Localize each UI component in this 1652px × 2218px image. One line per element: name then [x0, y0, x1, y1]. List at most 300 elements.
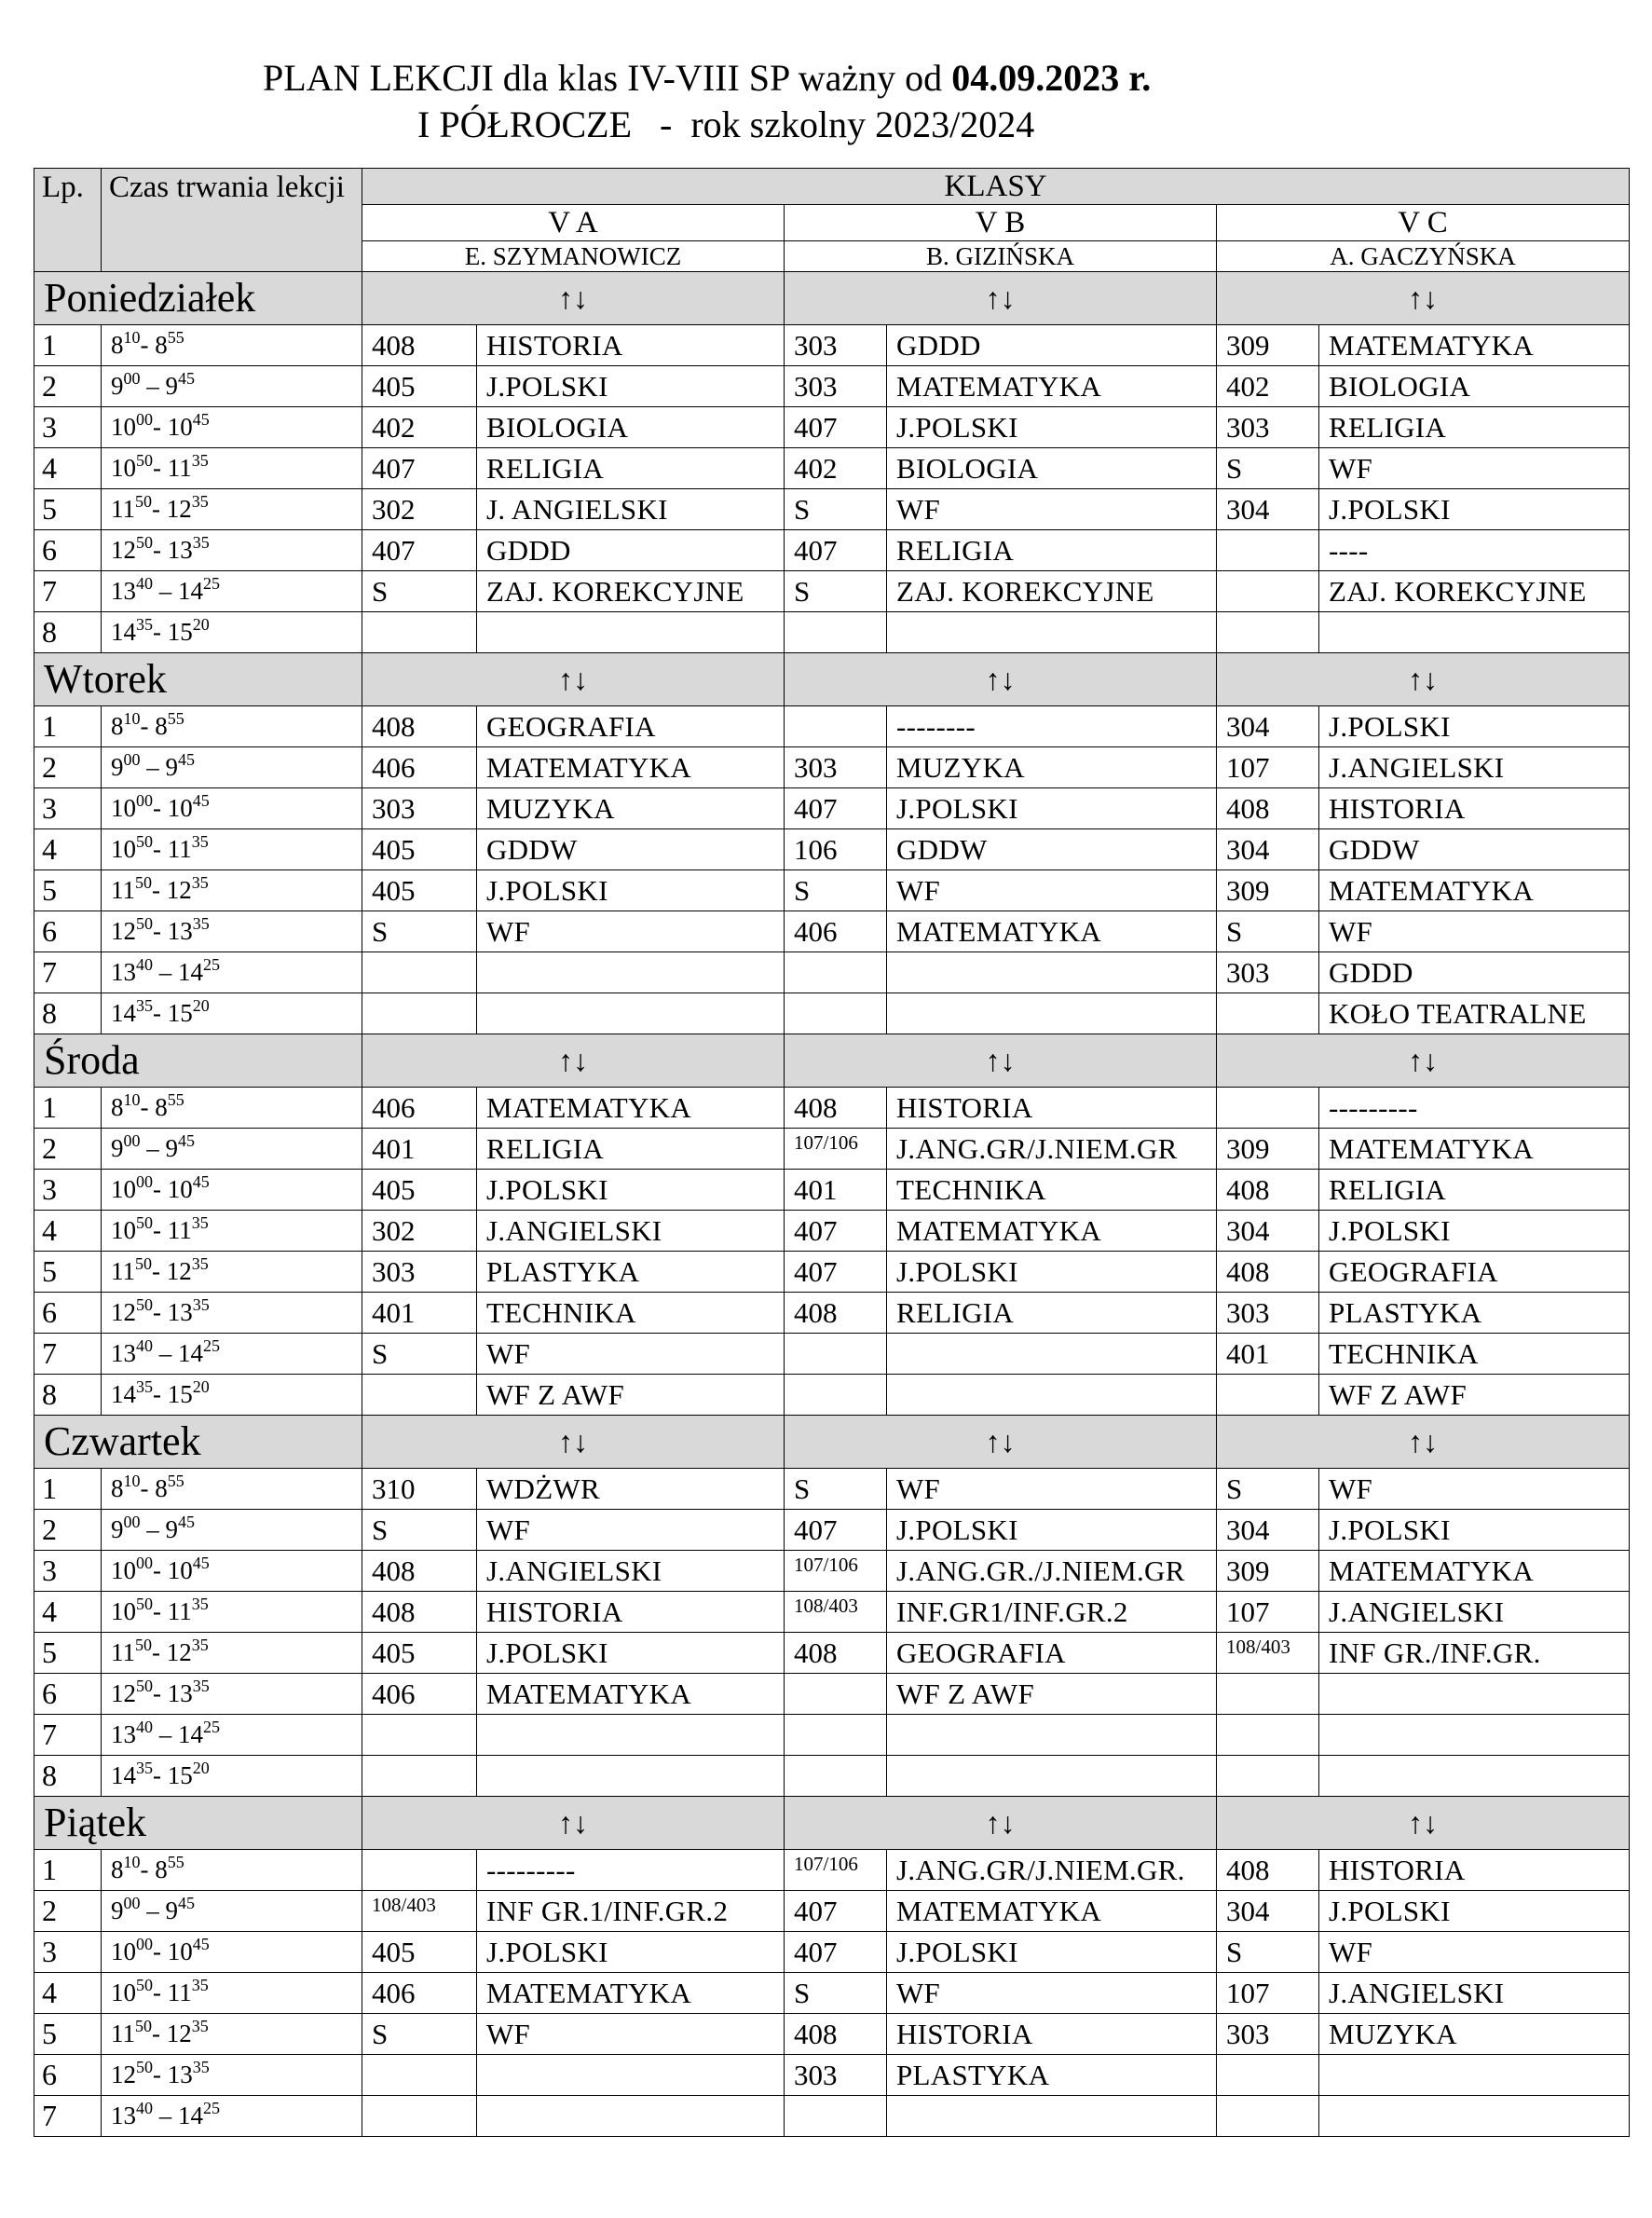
time-end-hour: - 12	[152, 1638, 192, 1666]
room-cell	[362, 993, 477, 1034]
time-end-hour: - 11	[153, 1978, 192, 2006]
time-start-hour: 9	[111, 1896, 124, 1924]
subject-cell: J.POLSKI	[477, 1633, 785, 1674]
lesson-row	[34, 1891, 1630, 1932]
time-start-minute: 50	[135, 873, 152, 892]
room-cell: S	[1217, 1932, 1319, 1973]
subject-cell: ----	[1319, 530, 1630, 571]
subject-cell: WF	[477, 1510, 785, 1551]
subject-cell: J.POLSKI	[887, 788, 1217, 829]
room-cell: 304	[1217, 489, 1319, 530]
lesson-number: 1	[34, 325, 102, 366]
lesson-row	[34, 1088, 1630, 1129]
subject-cell: J.POLSKI	[887, 1932, 1217, 1973]
room-cell: 106	[785, 829, 887, 870]
teacher-vb: B. GIZIŃSKA	[785, 241, 1217, 272]
timetable	[34, 168, 1630, 2137]
time-end-minute: 45	[178, 1894, 195, 1912]
time-start-minute: 10	[123, 1472, 141, 1490]
time-start-hour: 13	[111, 1720, 136, 1748]
lesson-time	[102, 993, 362, 1034]
lesson-time	[102, 1170, 362, 1211]
room-cell: 401	[1217, 1334, 1319, 1375]
lesson-time	[102, 407, 362, 448]
swap-arrows-icon: ↑↓	[785, 653, 1217, 706]
subject-cell: HISTORIA	[887, 1088, 1217, 1129]
subject-cell: BIOLOGIA	[477, 407, 785, 448]
day-name: Wtorek	[34, 653, 362, 706]
lesson-row	[34, 489, 1630, 530]
room-cell: 406	[362, 1674, 477, 1715]
subject-cell: J. ANGIELSKI	[477, 489, 785, 530]
time-end-minute: 20	[192, 1759, 210, 1777]
time-end-minute: 35	[191, 2017, 209, 2035]
subject-cell: WF Z AWF	[1319, 1375, 1630, 1416]
lesson-time	[102, 747, 362, 788]
swap-arrows-icon: ↑↓	[785, 1416, 1217, 1469]
subject-cell: GDDD	[1319, 952, 1630, 993]
time-end-minute: 35	[192, 1295, 210, 1314]
time-end-minute: 55	[167, 1853, 184, 1871]
lesson-number: 6	[34, 1674, 102, 1715]
lesson-number: 5	[34, 1633, 102, 1674]
subject-cell: J.ANGIELSKI	[1319, 1592, 1630, 1633]
time-start-minute: 10	[123, 1090, 141, 1109]
subject-cell	[887, 1715, 1217, 1756]
subject-cell: J.ANG.GR./J.NIEM.GR	[887, 1551, 1217, 1592]
time-start-minute: 40	[136, 955, 153, 974]
day-header-row	[34, 272, 1630, 325]
subject-cell: INF GR./INF.GR.	[1319, 1633, 1630, 1674]
subject-cell: J.POLSKI	[1319, 1510, 1630, 1551]
time-start-hour: 8	[111, 712, 124, 740]
time-end-hour: - 11	[153, 1597, 192, 1625]
room-cell: 408	[362, 706, 477, 747]
subject-cell	[887, 952, 1217, 993]
subject-cell: KOŁO TEATRALNE	[1319, 993, 1630, 1034]
room-cell: 309	[1217, 325, 1319, 366]
subject-cell: WF	[1319, 448, 1630, 489]
room-cell: 407	[785, 788, 887, 829]
lesson-row	[34, 1592, 1630, 1633]
room-cell: 107	[1217, 747, 1319, 788]
lesson-number: 4	[34, 1211, 102, 1252]
swap-arrows-icon: ↑↓	[785, 272, 1217, 325]
time-start-hour: 11	[111, 876, 135, 904]
lesson-row	[34, 2096, 1630, 2137]
time-start-hour: 14	[111, 1761, 136, 1789]
time-end-hour: - 8	[140, 1474, 168, 1502]
lesson-number: 8	[34, 612, 102, 653]
lesson-row	[34, 448, 1630, 489]
time-end-minute: 45	[178, 1513, 195, 1531]
lesson-time	[102, 1469, 362, 1510]
header-row-klasy	[34, 169, 1630, 205]
time-start-minute: 00	[136, 1554, 153, 1572]
lesson-number: 8	[34, 1375, 102, 1416]
lesson-number: 5	[34, 2014, 102, 2055]
time-end-minute: 25	[203, 1718, 220, 1736]
time-end-hour: – 9	[140, 372, 178, 400]
lesson-number: 7	[34, 952, 102, 993]
room-cell: S	[1217, 1469, 1319, 1510]
room-cell: 408	[362, 1551, 477, 1592]
time-end-minute: 45	[192, 410, 210, 429]
lesson-time	[102, 1211, 362, 1252]
subject-cell: MATEMATYKA	[887, 1891, 1217, 1932]
lesson-number: 2	[34, 1891, 102, 1932]
time-end-minute: 35	[191, 451, 209, 470]
room-cell: 405	[362, 829, 477, 870]
swap-arrows-icon: ↑↓	[362, 1797, 785, 1850]
subject-cell: WF	[887, 489, 1217, 530]
subject-cell: WF	[477, 911, 785, 952]
time-end-minute: 55	[167, 709, 184, 728]
subject-cell	[887, 1375, 1217, 1416]
subject-cell: GDDW	[887, 829, 1217, 870]
lesson-number: 7	[34, 2096, 102, 2137]
subject-cell	[477, 2096, 785, 2137]
time-end-hour: - 12	[152, 1257, 192, 1285]
subject-cell: ---------	[477, 1850, 785, 1891]
time-end-minute: 25	[203, 2099, 220, 2117]
room-cell: 302	[362, 1211, 477, 1252]
day-name: Środa	[34, 1034, 362, 1088]
swap-arrows-icon: ↑↓	[1217, 653, 1630, 706]
room-cell: 304	[1217, 829, 1319, 870]
time-start-hour: 11	[111, 1638, 135, 1666]
room-cell: 408	[785, 1633, 887, 1674]
subject-cell: WF	[887, 1973, 1217, 2014]
subject-cell: BIOLOGIA	[1319, 366, 1630, 407]
subject-cell: TECHNIKA	[1319, 1334, 1630, 1375]
subject-cell: MATEMATYKA	[477, 747, 785, 788]
subject-cell: HISTORIA	[1319, 788, 1630, 829]
room-cell: 401	[785, 1170, 887, 1211]
time-start-hour: 14	[111, 999, 136, 1027]
time-end-hour: - 15	[153, 618, 193, 646]
lesson-time	[102, 829, 362, 870]
lesson-number: 1	[34, 1469, 102, 1510]
time-end-hour: - 8	[140, 331, 168, 359]
time-end-minute: 45	[192, 1554, 210, 1572]
room-cell: 303	[785, 2055, 887, 2096]
subject-cell: HISTORIA	[1319, 1850, 1630, 1891]
room-cell	[785, 952, 887, 993]
subject-cell: PLASTYKA	[1319, 1293, 1630, 1334]
room-cell: 408	[362, 325, 477, 366]
lesson-row	[34, 1510, 1630, 1551]
subject-cell: WF	[887, 1469, 1217, 1510]
time-end-hour: - 15	[153, 1761, 193, 1789]
czas-header	[102, 169, 362, 272]
subject-cell: BIOLOGIA	[887, 448, 1217, 489]
lesson-row	[34, 366, 1630, 407]
lesson-number: 6	[34, 911, 102, 952]
room-cell: S	[785, 571, 887, 612]
czas-header-text: Czas trwania lekcji	[109, 171, 345, 204]
lesson-time	[102, 1674, 362, 1715]
lesson-row	[34, 1129, 1630, 1170]
room-cell: 408	[785, 2014, 887, 2055]
subject-cell: INF GR.1/INF.GR.2	[477, 1891, 785, 1932]
room-cell: 309	[1217, 1129, 1319, 1170]
class-name-vb: V B	[785, 205, 1217, 241]
subject-cell	[887, 2096, 1217, 2137]
room-cell: 405	[362, 1633, 477, 1674]
subject-cell	[477, 952, 785, 993]
time-start-minute: 50	[135, 1254, 152, 1273]
time-end-minute: 35	[191, 1254, 209, 1273]
class-name-va: V A	[362, 205, 785, 241]
time-start-hour: 12	[111, 1679, 136, 1707]
room-cell: 310	[362, 1469, 477, 1510]
time-end-minute: 35	[192, 533, 210, 552]
time-end-minute: 45	[178, 750, 195, 769]
room-cell: 401	[362, 1293, 477, 1334]
time-start-minute: 10	[123, 328, 141, 347]
room-cell: 304	[1217, 1211, 1319, 1252]
subject-cell	[887, 1756, 1217, 1797]
time-end-hour: – 9	[140, 753, 178, 781]
lesson-number: 3	[34, 1551, 102, 1592]
lesson-row	[34, 1932, 1630, 1973]
lesson-number: 3	[34, 788, 102, 829]
subject-cell: J.ANGIELSKI	[1319, 1973, 1630, 2014]
swap-arrows-icon: ↑↓	[785, 1034, 1217, 1088]
room-cell	[785, 1715, 887, 1756]
lesson-number: 6	[34, 2055, 102, 2096]
lesson-row	[34, 1334, 1630, 1375]
time-start-hour: 10	[111, 454, 136, 482]
lesson-time	[102, 489, 362, 530]
time-start-minute: 50	[136, 1295, 153, 1314]
time-end-minute: 35	[191, 832, 209, 851]
time-end-hour: - 10	[153, 1556, 193, 1584]
room-cell	[362, 2096, 477, 2137]
subject-cell	[477, 1715, 785, 1756]
time-start-minute: 00	[123, 1894, 141, 1912]
room-cell	[785, 706, 887, 747]
room-cell: 407	[785, 1932, 887, 1973]
room-cell: 408	[1217, 1170, 1319, 1211]
room-cell: 405	[362, 870, 477, 911]
time-start-hour: 14	[111, 618, 136, 646]
time-start-minute: 35	[136, 1377, 153, 1396]
lesson-time	[102, 1891, 362, 1932]
subject-cell	[887, 612, 1217, 653]
room-cell: 108/403	[362, 1891, 477, 1932]
lesson-time	[102, 1129, 362, 1170]
swap-arrows-icon: ↑↓	[1217, 1034, 1630, 1088]
time-start-hour: 12	[111, 2061, 136, 2088]
room-cell: 405	[362, 1932, 477, 1973]
subject-cell	[1319, 612, 1630, 653]
subject-cell: RELIGIA	[887, 1293, 1217, 1334]
time-end-hour: – 9	[140, 1515, 178, 1543]
subject-cell: GEOGRAFIA	[477, 706, 785, 747]
subject-cell: HISTORIA	[477, 1592, 785, 1633]
subject-cell: GDDW	[477, 829, 785, 870]
time-start-minute: 50	[135, 1636, 152, 1654]
room-cell: 107	[1217, 1973, 1319, 2014]
time-start-hour: 13	[111, 577, 136, 605]
time-start-minute: 00	[123, 1513, 141, 1531]
room-cell: 108/403	[1217, 1633, 1319, 1674]
time-start-minute: 50	[136, 2058, 153, 2076]
lesson-time	[102, 1293, 362, 1334]
teacher-vc: A. GACZYŃSKA	[1217, 241, 1630, 272]
subject-cell: HISTORIA	[477, 325, 785, 366]
room-cell: 309	[1217, 870, 1319, 911]
time-start-hour: 9	[111, 753, 124, 781]
lesson-time	[102, 366, 362, 407]
room-cell: S	[362, 1510, 477, 1551]
subject-cell: MATEMATYKA	[1319, 1551, 1630, 1592]
room-cell: 407	[785, 530, 887, 571]
subject-cell: GDDW	[1319, 829, 1630, 870]
swap-arrows-icon: ↑↓	[362, 653, 785, 706]
lesson-time	[102, 1592, 362, 1633]
room-cell: 408	[362, 1592, 477, 1633]
room-cell: 407	[362, 530, 477, 571]
time-end-hour: - 13	[153, 1298, 193, 1326]
time-end-hour: - 13	[153, 536, 193, 564]
time-end-hour: – 14	[153, 577, 203, 605]
lesson-time	[102, 1088, 362, 1129]
time-end-minute: 45	[192, 1935, 210, 1953]
room-cell	[1217, 993, 1319, 1034]
lesson-number: 2	[34, 1129, 102, 1170]
time-start-minute: 00	[123, 1131, 141, 1150]
time-end-minute: 25	[203, 574, 220, 593]
swap-arrows-icon: ↑↓	[1217, 1416, 1630, 1469]
subject-cell: J.ANGIELSKI	[477, 1551, 785, 1592]
lesson-time	[102, 325, 362, 366]
time-start-hour: 9	[111, 372, 124, 400]
swap-arrows-icon: ↑↓	[785, 1797, 1217, 1850]
time-start-hour: 10	[111, 1937, 136, 1965]
subject-cell: RELIGIA	[1319, 1170, 1630, 1211]
room-cell: 303	[785, 747, 887, 788]
room-cell: 407	[785, 1211, 887, 1252]
time-end-minute: 20	[192, 996, 210, 1015]
time-start-hour: 11	[111, 2019, 135, 2047]
room-cell: S	[785, 1973, 887, 2014]
lesson-time	[102, 952, 362, 993]
lesson-number: 2	[34, 747, 102, 788]
subject-cell: MATEMATYKA	[1319, 1129, 1630, 1170]
time-end-minute: 45	[178, 369, 195, 388]
room-cell: 303	[1217, 952, 1319, 993]
room-cell: 408	[1217, 788, 1319, 829]
lesson-number: 5	[34, 1252, 102, 1293]
subject-cell: J.ANGIELSKI	[1319, 747, 1630, 788]
room-cell	[1217, 1715, 1319, 1756]
room-cell: 303	[1217, 2014, 1319, 2055]
lesson-number: 8	[34, 1756, 102, 1797]
lesson-number: 6	[34, 1293, 102, 1334]
room-cell	[785, 1674, 887, 1715]
time-end-minute: 35	[191, 1976, 209, 1994]
subject-cell: GEOGRAFIA	[1319, 1252, 1630, 1293]
lesson-row	[34, 1756, 1630, 1797]
time-start-minute: 40	[136, 1718, 153, 1736]
time-end-minute: 45	[178, 1131, 195, 1150]
lesson-row	[34, 952, 1630, 993]
time-end-minute: 55	[167, 328, 184, 347]
subject-cell	[1319, 2096, 1630, 2137]
time-end-hour: - 15	[153, 999, 193, 1027]
subject-cell: PLASTYKA	[477, 1252, 785, 1293]
time-end-hour: - 12	[152, 876, 192, 904]
room-cell: 406	[785, 911, 887, 952]
room-cell	[362, 952, 477, 993]
time-end-hour: – 9	[140, 1896, 178, 1924]
subject-cell: WF	[1319, 1932, 1630, 1973]
time-end-hour: - 10	[153, 1175, 193, 1203]
subject-cell: WDŻWR	[477, 1469, 785, 1510]
room-cell	[1217, 530, 1319, 571]
lesson-row	[34, 1375, 1630, 1416]
lesson-row	[34, 2014, 1630, 2055]
room-cell	[785, 1375, 887, 1416]
time-end-minute: 45	[192, 791, 210, 810]
time-start-hour: 10	[111, 1556, 136, 1584]
lesson-time	[102, 1850, 362, 1891]
room-cell: 407	[785, 407, 887, 448]
subject-cell: J.ANG.GR/J.NIEM.GR	[887, 1129, 1217, 1170]
time-end-hour: - 11	[153, 1216, 192, 1244]
day-header-row	[34, 653, 1630, 706]
subject-cell	[887, 1334, 1217, 1375]
swap-arrows-icon: ↑↓	[362, 1416, 785, 1469]
subject-cell: TECHNIKA	[477, 1293, 785, 1334]
time-start-minute: 50	[136, 832, 153, 851]
time-start-hour: 8	[111, 331, 124, 359]
time-end-minute: 25	[203, 955, 220, 974]
subject-cell	[1319, 1756, 1630, 1797]
room-cell: 303	[362, 1252, 477, 1293]
lesson-number: 5	[34, 489, 102, 530]
time-start-hour: 14	[111, 1380, 136, 1408]
subject-cell: RELIGIA	[477, 448, 785, 489]
time-start-hour: 10	[111, 1216, 136, 1244]
teacher-va: E. SZYMANOWICZ	[362, 241, 785, 272]
time-start-minute: 35	[136, 1759, 153, 1777]
time-start-hour: 10	[111, 1597, 136, 1625]
lesson-row	[34, 1715, 1630, 1756]
subject-cell: J.ANG.GR/J.NIEM.GR.	[887, 1850, 1217, 1891]
room-cell: 407	[785, 1252, 887, 1293]
lesson-time	[102, 1756, 362, 1797]
lesson-number: 8	[34, 993, 102, 1034]
lesson-row	[34, 1252, 1630, 1293]
subject-cell: WF	[1319, 1469, 1630, 1510]
time-start-minute: 50	[135, 2017, 152, 2035]
room-cell: 304	[1217, 1510, 1319, 1551]
subject-cell	[887, 993, 1217, 1034]
subject-cell	[477, 1756, 785, 1797]
room-cell: 405	[362, 1170, 477, 1211]
lesson-time	[102, 2055, 362, 2096]
subject-cell: J.POLSKI	[477, 1170, 785, 1211]
subject-cell: MATEMATYKA	[477, 1674, 785, 1715]
lesson-number: 4	[34, 1973, 102, 2014]
subject-cell: MATEMATYKA	[1319, 325, 1630, 366]
time-start-minute: 35	[136, 996, 153, 1015]
room-cell	[1217, 1375, 1319, 1416]
